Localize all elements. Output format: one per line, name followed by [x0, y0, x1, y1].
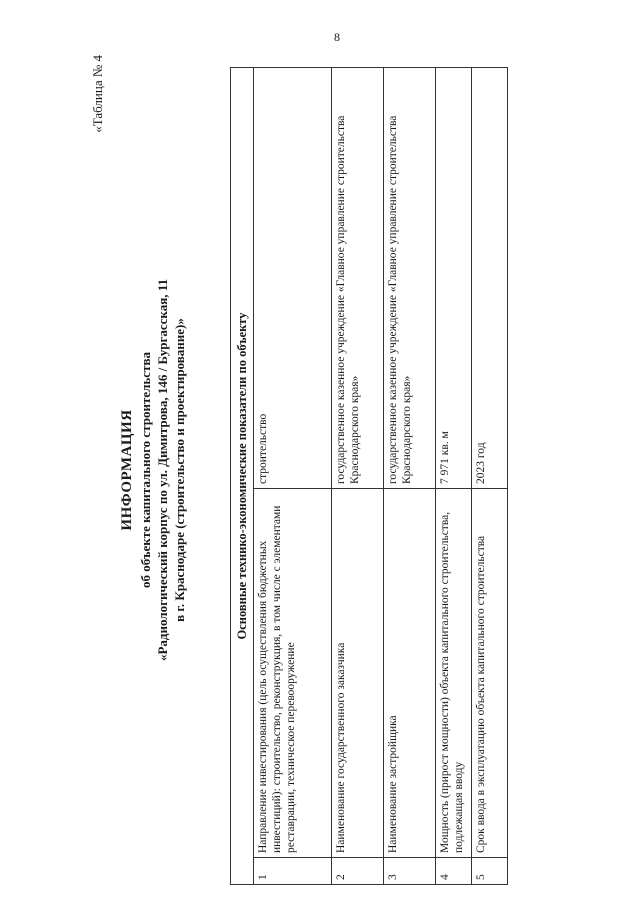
heading-line-2: «Радиологический корпус по ул. Димитрова, 146 / Бургасская, 11: [155, 278, 170, 662]
row-value: 7 971 кв. м: [436, 68, 472, 489]
row-name: Направление инвестирования (цель осуществления бюджетных инвестиций): строительство, реконструкция, в том числе с элементами реставрации, техническое перевооружение: [254, 489, 332, 858]
heading-title: ИНФОРМАЦИЯ: [119, 409, 135, 531]
row-value: строительство: [254, 68, 332, 489]
document-heading: [118, 55, 188, 885]
row-name: Мощность (прирост мощности) объекта капитального строительства, подлежащая вводу: [436, 489, 472, 858]
row-number: 4: [436, 858, 472, 885]
table-header-row: [231, 68, 254, 885]
heading-line-1: об объекте капитального строительства: [138, 352, 153, 588]
table-row: [254, 68, 332, 885]
table-label: «Таблица № 4: [90, 55, 105, 133]
row-value: 2023 год: [472, 68, 508, 489]
table-header: Основные технико-экономические показатели по объекту: [231, 68, 254, 885]
row-number: 5: [472, 858, 508, 885]
heading-line-3: в г. Краснодаре (строительство и проектирование)»: [172, 318, 187, 622]
table-row: [436, 68, 472, 885]
row-name: Срок ввода в эксплуатацию объекта капитального строительства: [472, 489, 508, 858]
row-name: Наименование застройщика: [384, 489, 436, 858]
row-value: государственное казенное учреждение «Главное управление строительства Краснодарского края»: [332, 68, 384, 489]
table-row: [384, 68, 436, 885]
row-name: Наименование государственного заказчика: [332, 489, 384, 858]
table-row: [472, 68, 508, 885]
row-number: 3: [384, 858, 436, 885]
row-number: 2: [332, 858, 384, 885]
info-table: [230, 67, 508, 885]
page-number: 8: [334, 30, 340, 44]
row-value: государственное казенное учреждение «Главное управление строительства Краснодарского края»: [384, 68, 436, 489]
rotated-content: [90, 55, 560, 885]
row-number: 1: [254, 858, 332, 885]
table-row: [332, 68, 384, 885]
